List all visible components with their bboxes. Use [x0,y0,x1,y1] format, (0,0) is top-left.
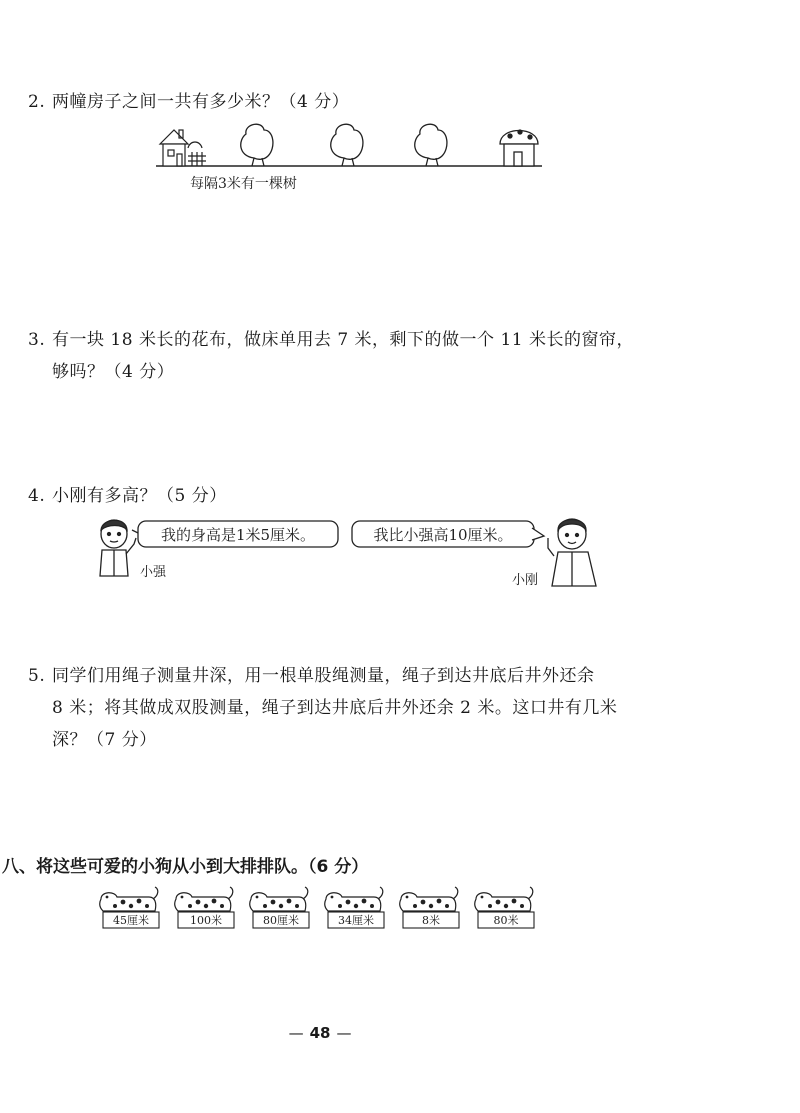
speech-bubble-right [352,521,544,547]
spotted-dog-icon [400,887,458,911]
question-3 [28,324,634,388]
tree-icon [241,124,273,166]
name-label-xiaoqiang: 小强 [140,565,167,580]
speech-bubble-left [132,521,338,547]
spotted-dog-icon [475,887,533,911]
section-8-heading: 八、将这些可爱的小狗从小到大排排队。（6 分） [2,857,369,877]
boy-xiaogang-icon [548,519,596,586]
boy-xiaoqiang-icon [100,520,136,576]
house-left-icon [160,130,206,166]
question-number: 2. [28,92,46,112]
houses-trees-illustration [150,118,550,202]
spotted-dog-icon [325,887,383,911]
question-number: 5. [28,666,46,686]
name-label-xiaogang: 小刚 [512,573,539,588]
question-text-line3: 深？（7 分） [52,730,157,750]
dog-length-label: 80米 [493,914,519,927]
dog-length-label: 80厘米 [263,914,299,927]
page-number-value: 48 [309,1024,331,1042]
dog-length-label: 100米 [190,914,222,927]
question-text-line1: 同学们用绳子测量井深，用一根单股绳测量，绳子到达井底后井外还余 [52,666,595,686]
height-dialogue-illustration [92,512,612,596]
question-5 [28,660,617,756]
spotted-dog-icon [175,887,233,911]
question-text-line1: 有一块 18 米长的花布，做床单用去 7 米，剩下的做一个 11 米长的窗帘， [52,330,635,350]
dog-length-label: 8米 [422,914,440,927]
dogs-row-illustration [95,885,555,941]
question-2 [28,86,349,118]
question-text: 两幢房子之间一共有多少米？（4 分） [52,92,350,112]
bubble-text-left: 我的身高是1米5厘米。 [160,526,316,544]
tree-icon [415,124,447,166]
dog-length-label: 45厘米 [113,914,149,927]
page-number [0,1024,640,1042]
question-number: 3. [28,330,46,350]
dash-left: — [288,1024,304,1042]
tree-icon [331,124,363,166]
question-4 [28,480,227,512]
question-text-line2: 8 米；将其做成双股测量，绳子到达井底后井外还余 2 米。这口井有几米 [52,698,618,718]
dash-right: — [336,1024,352,1042]
spotted-dog-icon [250,887,308,911]
spotted-dog-icon [100,887,158,911]
question-text-line2: 够吗？（4 分） [52,362,175,382]
question-text: 小刚有多高？（5 分） [52,486,227,506]
dog-length-label: 34厘米 [338,914,374,927]
bubble-text-right: 我比小强高10厘米。 [373,526,513,544]
tree-spacing-caption: 每隔3米有一棵树 [190,176,297,192]
mushroom-house-icon [500,130,538,166]
question-number: 4. [28,486,46,506]
